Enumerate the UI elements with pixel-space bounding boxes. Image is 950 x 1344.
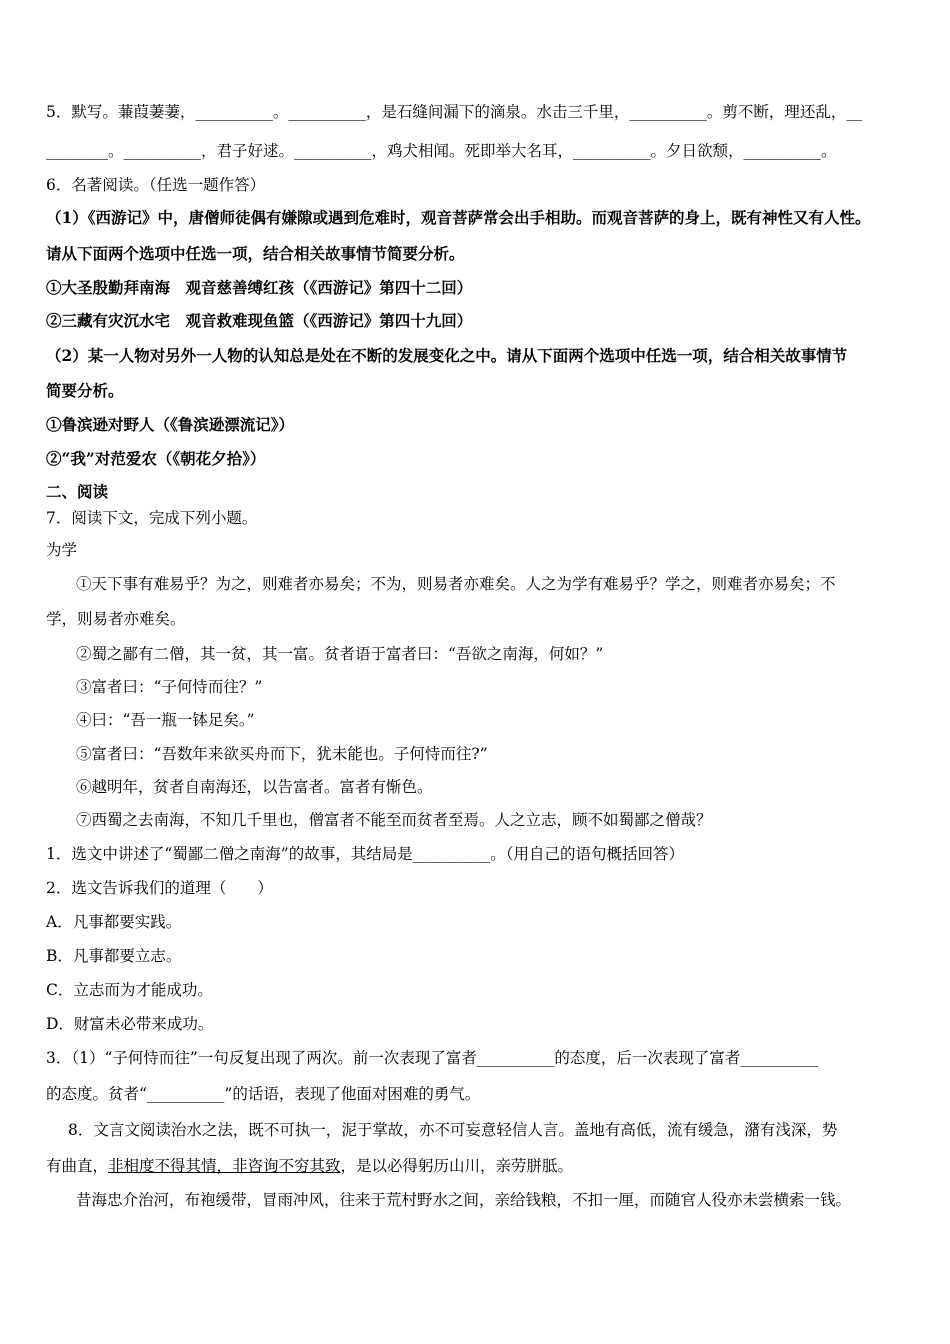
q7-option-d: D．财富未必带来成功。 bbox=[46, 1015, 214, 1033]
q6-option-1: ①大圣殷勤拜南海 观音慈善缚红孩（《西游记》第四十二回） bbox=[46, 278, 473, 297]
q6-option-2: ②三藏有灾沉水宅 观音救难现鱼篮（《西游记》第四十九回） bbox=[46, 311, 473, 330]
q6-part2-line-2: 简要分析。 bbox=[46, 381, 124, 400]
q7-text-title: 为学 bbox=[46, 541, 78, 559]
q8-line-2-end: ，是以必得躬历山川，亲劳胼胝。 bbox=[340, 1157, 574, 1175]
q7-option-a: A．凡事都要实践。 bbox=[46, 913, 182, 931]
q7-sub-question-3-line-1: 3．（1）“子何恃而往”一句反复出现了两次。前一次表现了富者__________的态度，后一次表现了富者__________ bbox=[46, 1049, 818, 1067]
q7-para-5: ⑤富者曰：“吾数年来欲买舟而下，犹未能也。子何恃而往?” bbox=[76, 745, 488, 763]
q7-para-4: ④曰：“吾一瓶一钵足矣。” bbox=[76, 711, 255, 729]
q7-para-1-line-2: 学，则易者亦难矣。 bbox=[46, 610, 186, 628]
q6-title: 6．名著阅读。（任选一题作答） bbox=[46, 176, 266, 194]
q6-part2-line-1: （2）某一人物对另外一人物的认知总是处在不断的发展变化之中。请从下面两个选项中任选一项，结合相关故事情节 bbox=[46, 346, 848, 365]
q7-option-c: C．立志而为才能成功。 bbox=[46, 981, 213, 999]
q7-option-b: B．凡事都要立志。 bbox=[46, 947, 182, 965]
q7-intro: 7．阅读下文，完成下列小题。 bbox=[46, 509, 258, 527]
q7-para-3: ③富者曰：“子何恃而往？” bbox=[76, 678, 263, 696]
q6-part1-line-2: 请从下面两个选项中任选一项，结合相关故事情节简要分析。 bbox=[46, 244, 465, 263]
section-2-heading: 二、阅读 bbox=[46, 482, 109, 501]
q7-para-2: ②蜀之鄙有二僧，其一贫，其一富。贫者语于富者曰：“吾欲之南海，何如？” bbox=[76, 645, 604, 663]
q8-line-2-start: 有曲直， bbox=[46, 1157, 109, 1175]
q8-line-3: 昔海忠介治河，布袍缓带，冒雨冲风，往来于荒村野水之间，亲给钱粮，不扣一厘，而随官人役亦未尝横索一钱。 bbox=[76, 1191, 852, 1209]
q7-para-7: ⑦西蜀之去南海，不知几千里也，僧富者不能至而贫者至焉。人之立志，顾不如蜀鄙之僧哉？ bbox=[76, 811, 712, 829]
q6-part1-line-1: （1）《西游记》中，唐僧师徒偶有嫌隙或遇到危难时，观音菩萨常会出手相助。而观音菩萨的身上，既有神性又有人性。 bbox=[46, 208, 871, 227]
q7-para-1-line-1: ①天下事有难易乎？为之，则难者亦易矣；不为，则易者亦难矣。人之为学有难易乎？学之，则难者亦易矣；不 bbox=[76, 575, 836, 593]
q6-option-4: ②“我”对范爱农（《朝花夕拾》） bbox=[46, 449, 266, 468]
q8-underlined-sentence: 非相度不得其情，非咨询不穷其致 bbox=[108, 1157, 341, 1175]
q8-line-1: 8．文言文阅读治水之法，既不可执一，泥于掌故，亦不可妄意轻信人言。盖地有高低，流有缓急，潴有浅深，势 bbox=[68, 1121, 838, 1139]
q8-line-2 bbox=[46, 1156, 573, 1176]
q7-sub-question-2: 2．选文告诉我们的道理（ ） bbox=[46, 879, 273, 897]
q7-para-6: ⑥越明年，贫者自南海还，以告富者。富者有惭色。 bbox=[76, 778, 433, 796]
q5-line-1: 5．默写。蒹葭萋萋，__________。__________，是石缝间漏下的滴泉。水击三千里，__________。剪不断，理还乱，__ bbox=[46, 103, 862, 121]
q5-line-2: ________。__________，君子好逑。__________，鸡犬相闻。死即举大名耳，__________。夕日欲颓，__________。 bbox=[46, 142, 837, 160]
q7-sub-question-3-line-2: 的态度。贫者“__________”的话语，表现了他面对困难的勇气。 bbox=[46, 1085, 481, 1103]
q7-sub-question-1: 1．选文中讲述了“蜀鄙二僧之南海”的故事，其结局是__________。（用自己的语句概括回答） bbox=[46, 845, 684, 863]
q6-option-3: ①鲁滨逊对野人（《鲁滨逊漂流记》） bbox=[46, 415, 295, 434]
